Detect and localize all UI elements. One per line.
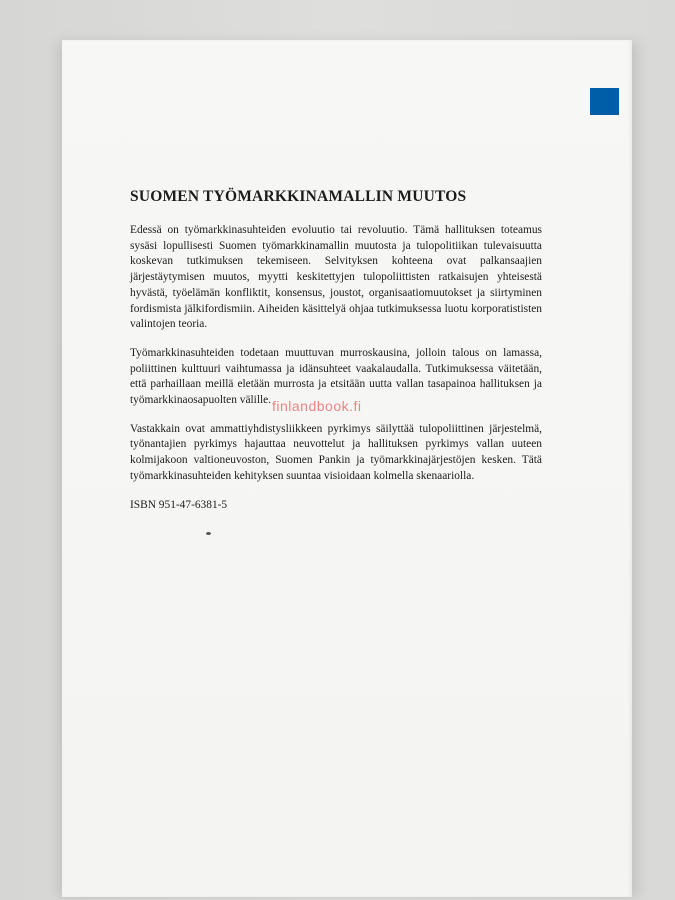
book-title: SUOMEN TYÖMARKKINAMALLIN MUUTOS (130, 188, 467, 205)
shop-watermark: finlandbook.fi (272, 398, 362, 414)
description-paragraph-2: Työmarkkinasuhteiden todetaan muuttuvan murroskausina, jolloin talous on lamassa, poliittinen kulttuuri vaihtumassa ja idänsuhteet vaakalaudalla. Tutkimuksessa väitetään, että parhaillaan meillä eletään murrosta ja etsitään uutta vallan tasapainoa hallituksen ja työmarkkinaosapuolten välille. (130, 346, 542, 407)
cover-text-block (130, 188, 542, 513)
description-paragraph-1: Edessä on työmarkkinasuhteiden evoluutio tai revoluutio. Tämä hallituksen toteamus sysäsi lopullisesti Suomen työmarkkinamallin muutosta ja tulopolitiikan tulevaisuutta koskevan tutkimuksen tekemiseen. Selvityksen kohteena ovat palkansaajien järjestäytymisen muutos, myytti keskitettyjen tulopoliittisten ratkaisujen yhteisestä hyvästä, työelämän konfliktit, konsensus, joustot, organisaatiomuutokset ja siirtyminen fordismista jälkifordismiin. Aiheiden käsittelyä ohjaa tutkimuksessa luotu korporatististen valintojen teoria. (130, 224, 542, 331)
isbn-number: ISBN 951-47-6381-5 (130, 498, 228, 511)
dust-speck (206, 532, 211, 535)
blue-corner-tab (590, 88, 619, 115)
description-paragraph-3: Vastakkain ovat ammattiyhdistysliikkeen pyrkimys säilyttää tulopoliittinen järjestelmä, työnantajien pyrkimys hajauttaa neuvottelut ja hallituksen pyrkimys vallan uuteen kolmijakoon valtioneuvoston, Suomen Pankin ja työmarkkinajärjestöjen kesken. Tätä työmarkkinasuhteiden kehityksen suuntaa visioidaan kolmella skenaariolla. (130, 422, 542, 482)
book-back-cover (62, 40, 632, 897)
